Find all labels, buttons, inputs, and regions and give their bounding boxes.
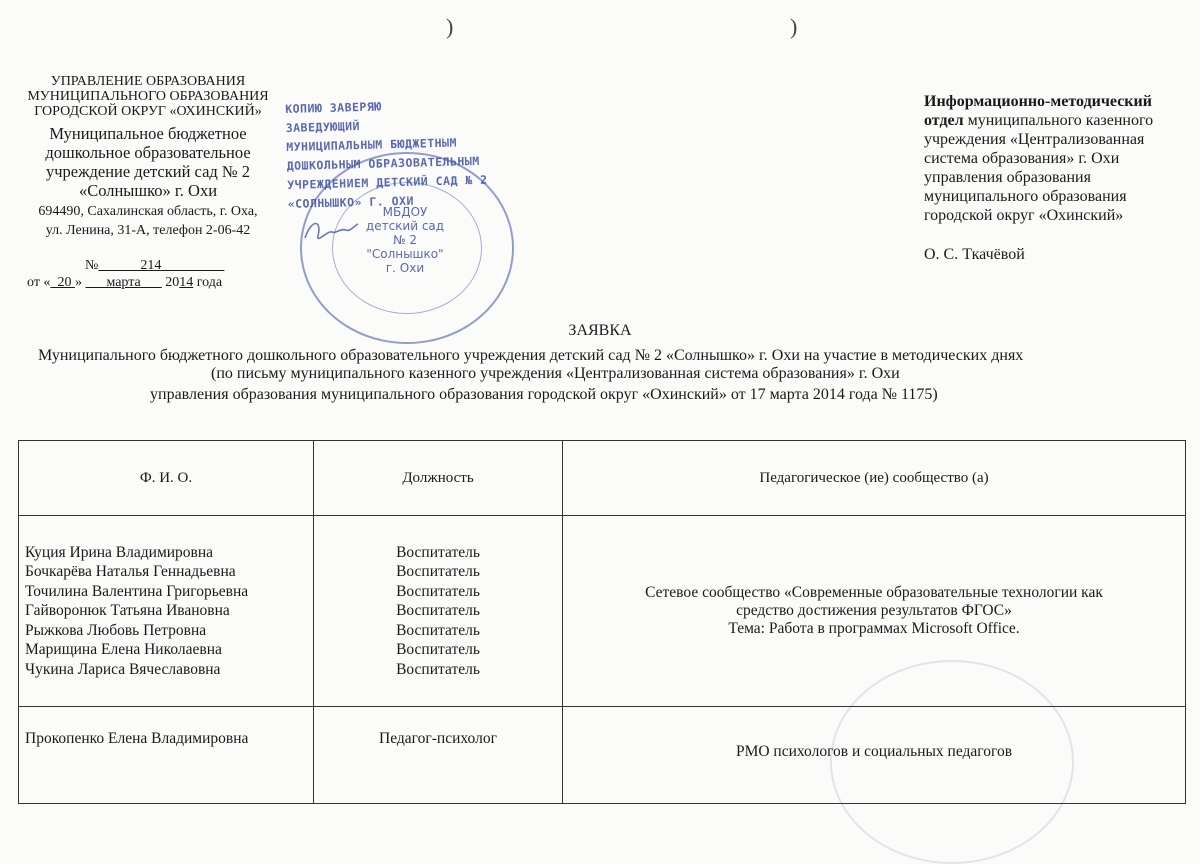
- column-header-name: Ф. И. О.: [19, 441, 314, 516]
- names-cell: Прокопенко Елена Владимировна: [19, 707, 314, 804]
- document-title: ЗАЯВКА: [568, 322, 632, 339]
- scan-mark: ): [790, 14, 798, 39]
- subtitle-line: управления образования муниципального образования городской округ «Охинский» от 17 марта 2014 года № 1175): [150, 386, 938, 403]
- organization-address: 694490, Сахалинская область, г. Оха, ул. Ленина, 31-А, телефон 2-06-42: [38, 204, 258, 238]
- participants-table: [18, 440, 1186, 804]
- registration-number: № 214: [85, 258, 162, 273]
- table-header-row: [19, 441, 1186, 516]
- column-header-community: Педагогическое (ие) сообщество (а): [563, 441, 1186, 516]
- handwritten-signature: [300, 210, 360, 250]
- subtitle-line: (по письму муниципального казенного учреждения «Централизованная система образования» г. Охи: [211, 365, 900, 382]
- community-cell: РМО психологов и социальных педагогов: [563, 707, 1186, 804]
- column-header-position: Должность: [314, 441, 563, 516]
- table-row: [19, 516, 1186, 707]
- community-cell: Сетевое сообщество «Современные образовательные технологии как средство достижения результатов ФГОС» Тема: Работа в программах Microsoft Office.: [563, 516, 1186, 707]
- names-cell: Куция Ирина Владимировна Бочкарёва Наталья Геннадьевна Точилина Валентина Григорьевна Гайворонюк Татьяна Ивановна Рыжкова Любовь Петровна Марищина Елена Николаевна Чукина Лариса Вячеславовна: [19, 516, 314, 707]
- organization-name: Муниципальное бюджетное дошкольное образовательное учреждение детский сад № 2 «Солнышко» г. Охи: [45, 124, 251, 200]
- positions-cell: Педагог-психолог: [314, 707, 563, 804]
- subtitle-line: Муниципального бюджетного дошкольного образовательного учреждения детский сад № 2 «Солнышко» г. Охи на участие в методических днях: [38, 347, 1024, 364]
- recipient-block: Информационно-методический отдел муниципального казенного учреждения «Централизованная система образования» г. Охи управления образования муниципального образования городской округ «Охинский» О. С. Ткачёвой: [924, 92, 1196, 264]
- department-name: УПРАВЛЕНИЕ ОБРАЗОВАНИЯ МУНИЦИПАЛЬНОГО ОБРАЗОВАНИЯ ГОРОДСКОЙ ОКРУГ «ОХИНСКИЙ»: [27, 74, 269, 119]
- registration-date: от « 20 » марта 2014 года: [27, 275, 223, 290]
- certification-stamp: КОПИЮ ЗАВЕРЯЮ ЗАВЕДУЮЩИЙ МУНИЦИПАЛЬНЫМ БЮДЖЕТНЫМ ДОШКОЛЬНЫМ ОБРАЗОВАТЕЛЬНЫМ УЧРЕЖДЕНИЕМ ДЕТСКИЙ САД № 2 «СОЛНЫШКО» Г. ОХИ: [285, 99, 488, 211]
- table-row: [19, 707, 1186, 804]
- positions-cell: Воспитатель Воспитатель Воспитатель Воспитатель Воспитатель Воспитатель Воспитатель: [314, 516, 563, 707]
- addressee-name: О. С. Ткачёвой: [924, 246, 1025, 263]
- scan-mark: ): [446, 14, 454, 39]
- seal-center-text: МБДОУ детский сад № 2 "Солнышко" г. Охи: [365, 205, 445, 275]
- sender-block: [8, 74, 288, 240]
